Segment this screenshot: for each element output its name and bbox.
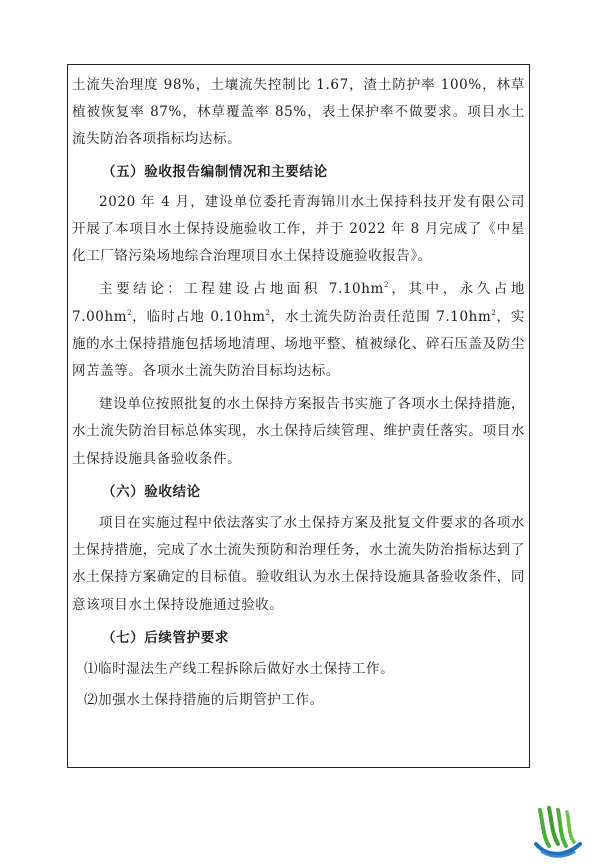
section-5-paragraph-3: 建设单位按照批复的水土保持方案报告书实施了各项水土保持措施，水土流失防治目标总体实现，水土保持后续管理、维护责任落实。项目水土保持设施具备验收条件。 bbox=[72, 396, 525, 467]
section-5-paragraph-2: 主要结论：工程建设占地面积 $7.10hm^2$，其中，永久占地 $7.00hm^2$，临时占地 $0.10hm^2$，水土流失防治责任范围 $7.10hm^2$，实施的水土保持措施包括场地清理、场地平整、植被绿化、碎石压盖及防尘网苫盖等。各项水土流失防治目标均达标。 bbox=[72, 281, 526, 380]
section-7-item-2: ⑵加强水土保持措施的后期管护工作。 bbox=[84, 692, 324, 709]
section-7-heading: （七）后续管护要求 bbox=[102, 629, 229, 646]
section-6-heading: （六）验收结论 bbox=[102, 483, 201, 500]
section-6-paragraph-1: 项目在实施过程中依法落实了水土保持方案及批复文件要求的各项水土保持措施，完成了水土流失预防和治理任务，水土流失防治指标达到了水土保持方案确定的目标值。验收组认为水土保持设施具备验收条件，同意该项目水土保持设施通过验收。 bbox=[72, 515, 525, 613]
organization-logo-icon bbox=[534, 806, 582, 858]
document-body bbox=[72, 66, 525, 714]
continuation-paragraph: 土流失治理度 98%，土壤流失控制比 1.67，渣土防护率 100%，林草植被恢复率 87%，林草覆盖率 85%，表土保护率不做要求。项目水土流失防治各项指标均达标。 bbox=[72, 77, 525, 148]
section-7-item-1: ⑴临时湿法生产线工程拆除后做好水土保持工作。 bbox=[84, 661, 395, 678]
section-5-heading: （五）验收报告编制情况和主要结论 bbox=[102, 163, 328, 180]
section-5-paragraph-1: 2020 年 4 月，建设单位委托青海锦川水土保持科技开发有限公司开展了本项目水土保持设施验收工作，并于 2022 年 8 月完成了《中星化工厂铬污染场地综合治理项目水土保持设施验收报告》。 bbox=[72, 193, 525, 265]
